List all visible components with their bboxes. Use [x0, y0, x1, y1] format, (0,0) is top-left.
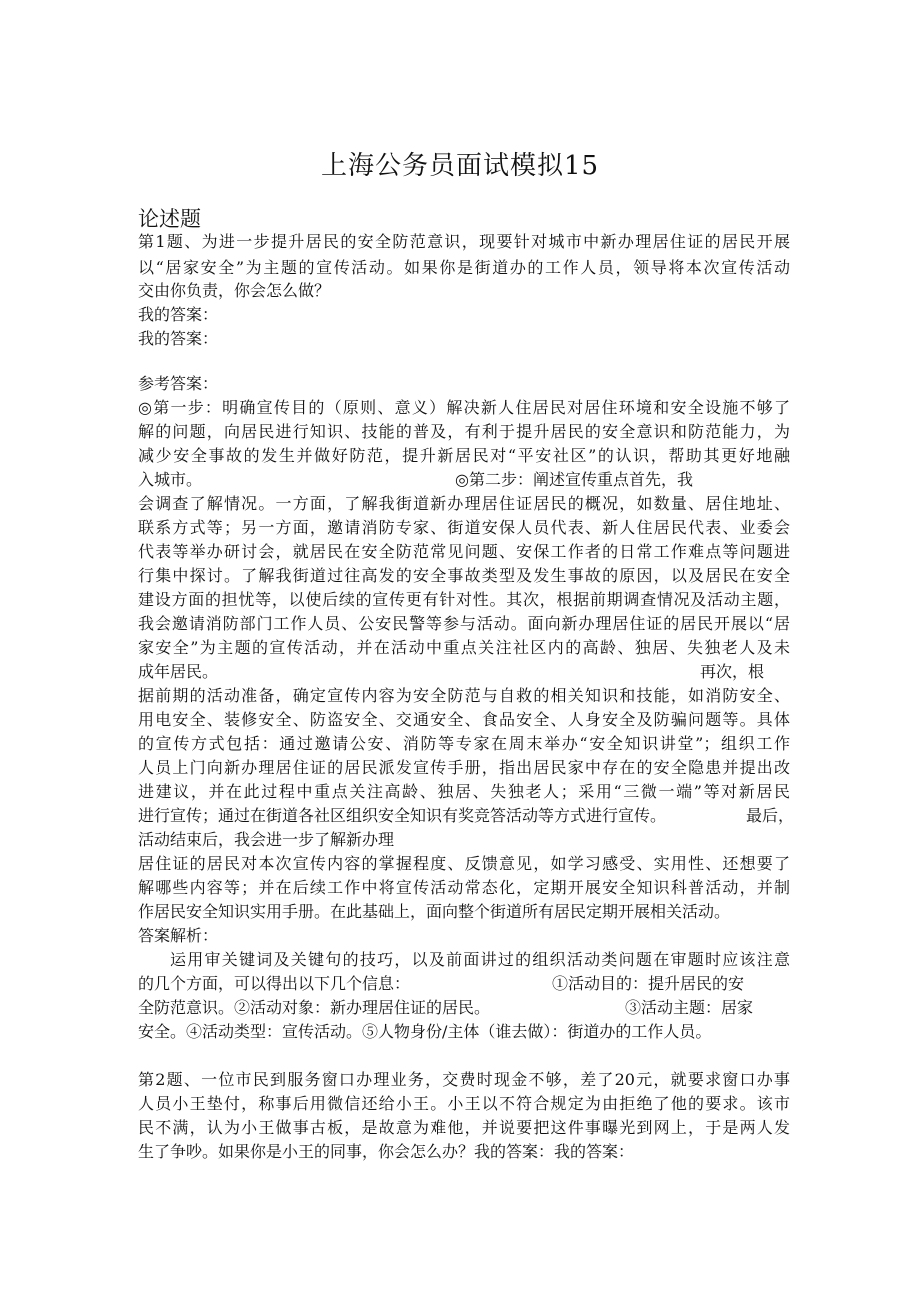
analysis-line: ①活动目的：提升居民的安	[552, 974, 745, 993]
reference-line: 我会邀请消防部门工作人员、公安民警等参与活动。面向新办理居住证的居民开展以“居	[138, 614, 790, 633]
reference-line: 居住证的居民对本次宣传内容的掌握程度、反馈意见，如学习感受、实用性、还想要了	[138, 854, 790, 873]
analysis-label: 答案解析：	[138, 926, 219, 945]
reference-line: ◎第二步：阐述宣传重点首先，我	[455, 470, 693, 489]
analysis-line: 的几个方面，可以得出以下几个信息：	[138, 974, 411, 993]
reference-line: 解哪些内容等；并在后续工作中将宣传活动常态化，定期开展安全知识科普活动，并制	[138, 878, 790, 897]
reference-line: 活动结束后，我会进一步了解新办理	[138, 830, 395, 849]
question-2-line: 民不满，认为小王做事古板，是故意为难他，并说要把这件事曝光到网上，于是两人发	[138, 1118, 790, 1137]
reference-line: 联系方式等；另一方面，邀请消防专家、街道安保人员代表、新人住居民代表、业委会	[138, 518, 790, 537]
analysis-line: 安全。④活动类型：宣传活动。⑤人物身份/主体（谁去做）：街道办的工作人员。	[138, 1022, 712, 1041]
my-answer-label: 我的答案：	[138, 329, 219, 348]
reference-line: 减少安全事故的发生并做好防范，提升新居民对“平安社区”的认识，帮助其更好地融	[138, 446, 790, 465]
reference-line: 家安全”为主题的宣传活动，并在活动中重点关注社区内的高龄、独居、失独老人及未	[138, 638, 790, 657]
reference-line: 行集中探讨。了解我街道过往高发的安全事故类型及发生事故的原因，以及居民在安全	[138, 566, 790, 585]
reference-line: ◎第一步：明确宣传目的（原则、意义）解决新人住居民对居住环境和安全设施不够了	[138, 398, 790, 417]
analysis-line: 全防范意识。②活动对象：新办理居住证的居民。	[138, 998, 491, 1017]
question-2-line: 生了争吵。如果你是小王的同事，你会怎么办？我的答案：我的答案：	[138, 1142, 635, 1161]
analysis-line: ③活动主题：居家	[625, 998, 754, 1017]
question-2-line: 人员小王垫付，称事后用微信还给小王。小王以不符合规定为由拒绝了他的要求。该市	[138, 1094, 790, 1113]
reference-line: 入城市。	[138, 470, 203, 489]
reference-line: 据前期的活动准备，确定宣传内容为安全防范与自救的相关知识和技能，如消防安全、	[138, 686, 790, 705]
question-1-line: 第1题、为进一步提升居民的安全防范意识，现要针对城市中新办理居住证的居民开展	[138, 232, 790, 251]
reference-line: 进建议，并在此过程中重点关注高龄、独居、失独老人；采用“三微一端”等对新居民	[138, 782, 790, 801]
reference-line: 代表等举办研讨会，就居民在安全防范常见问题、安保工作者的日常工作难点等问题进	[138, 542, 790, 561]
reference-line: 建设方面的担忧等，以使后续的宣传更有针对性。其次，根据前期调查情况及活动主题，	[138, 590, 790, 609]
section-heading: 论述题	[138, 207, 201, 231]
reference-line: 再次，根	[700, 662, 765, 681]
reference-line: 成年居民。	[138, 662, 219, 681]
question-1-line: 交由你负责，你会怎么做？	[138, 281, 331, 300]
reference-line: 作居民安全知识实用手册。在此基础上，面向整个街道所有居民定期开展相关活动。	[138, 902, 731, 921]
reference-line: 最后，	[746, 806, 795, 825]
question-2-line: 第2题、一位市民到服务窗口办理业务，交费时现金不够，差了20元，就要求窗口办事	[138, 1070, 790, 1089]
reference-answer-label: 参考答案：	[138, 374, 219, 393]
reference-line: 解的问题，向居民进行知识、技能的普及，有利于提升居民的安全意识和防范能力，为	[138, 422, 790, 441]
reference-line: 的宣传方式包括：通过邀请公安、消防等专家在周末举办“安全知识讲堂”；组织工作	[138, 734, 790, 753]
reference-line: 人员上门向新办理居住证的居民派发宣传手册，指出居民家中存在的安全隐患并提出改	[138, 758, 790, 777]
analysis-line: 运用审关键词及关键句的技巧，以及前面讲过的组织活动类问题在审题时应该注意	[170, 950, 790, 969]
question-1-line: 以“居家安全”为主题的宣传活动。如果你是街道办的工作人员，领导将本次宣传活动	[138, 258, 790, 277]
my-answer-label: 我的答案：	[138, 305, 219, 324]
reference-line: 进行宣传；通过在街道各社区组织安全知识有奖竞答活动等方式进行宣传。	[138, 806, 667, 825]
reference-line: 会调查了解情况。一方面，了解我街道新办理居住证居民的概况，如数量、居住地址、	[138, 494, 790, 513]
reference-line: 用电安全、装修安全、防盗安全、交通安全、食品安全、人身安全及防骗问题等。具体	[138, 710, 790, 729]
page-title: 上海公务员面试模拟15	[320, 151, 600, 181]
